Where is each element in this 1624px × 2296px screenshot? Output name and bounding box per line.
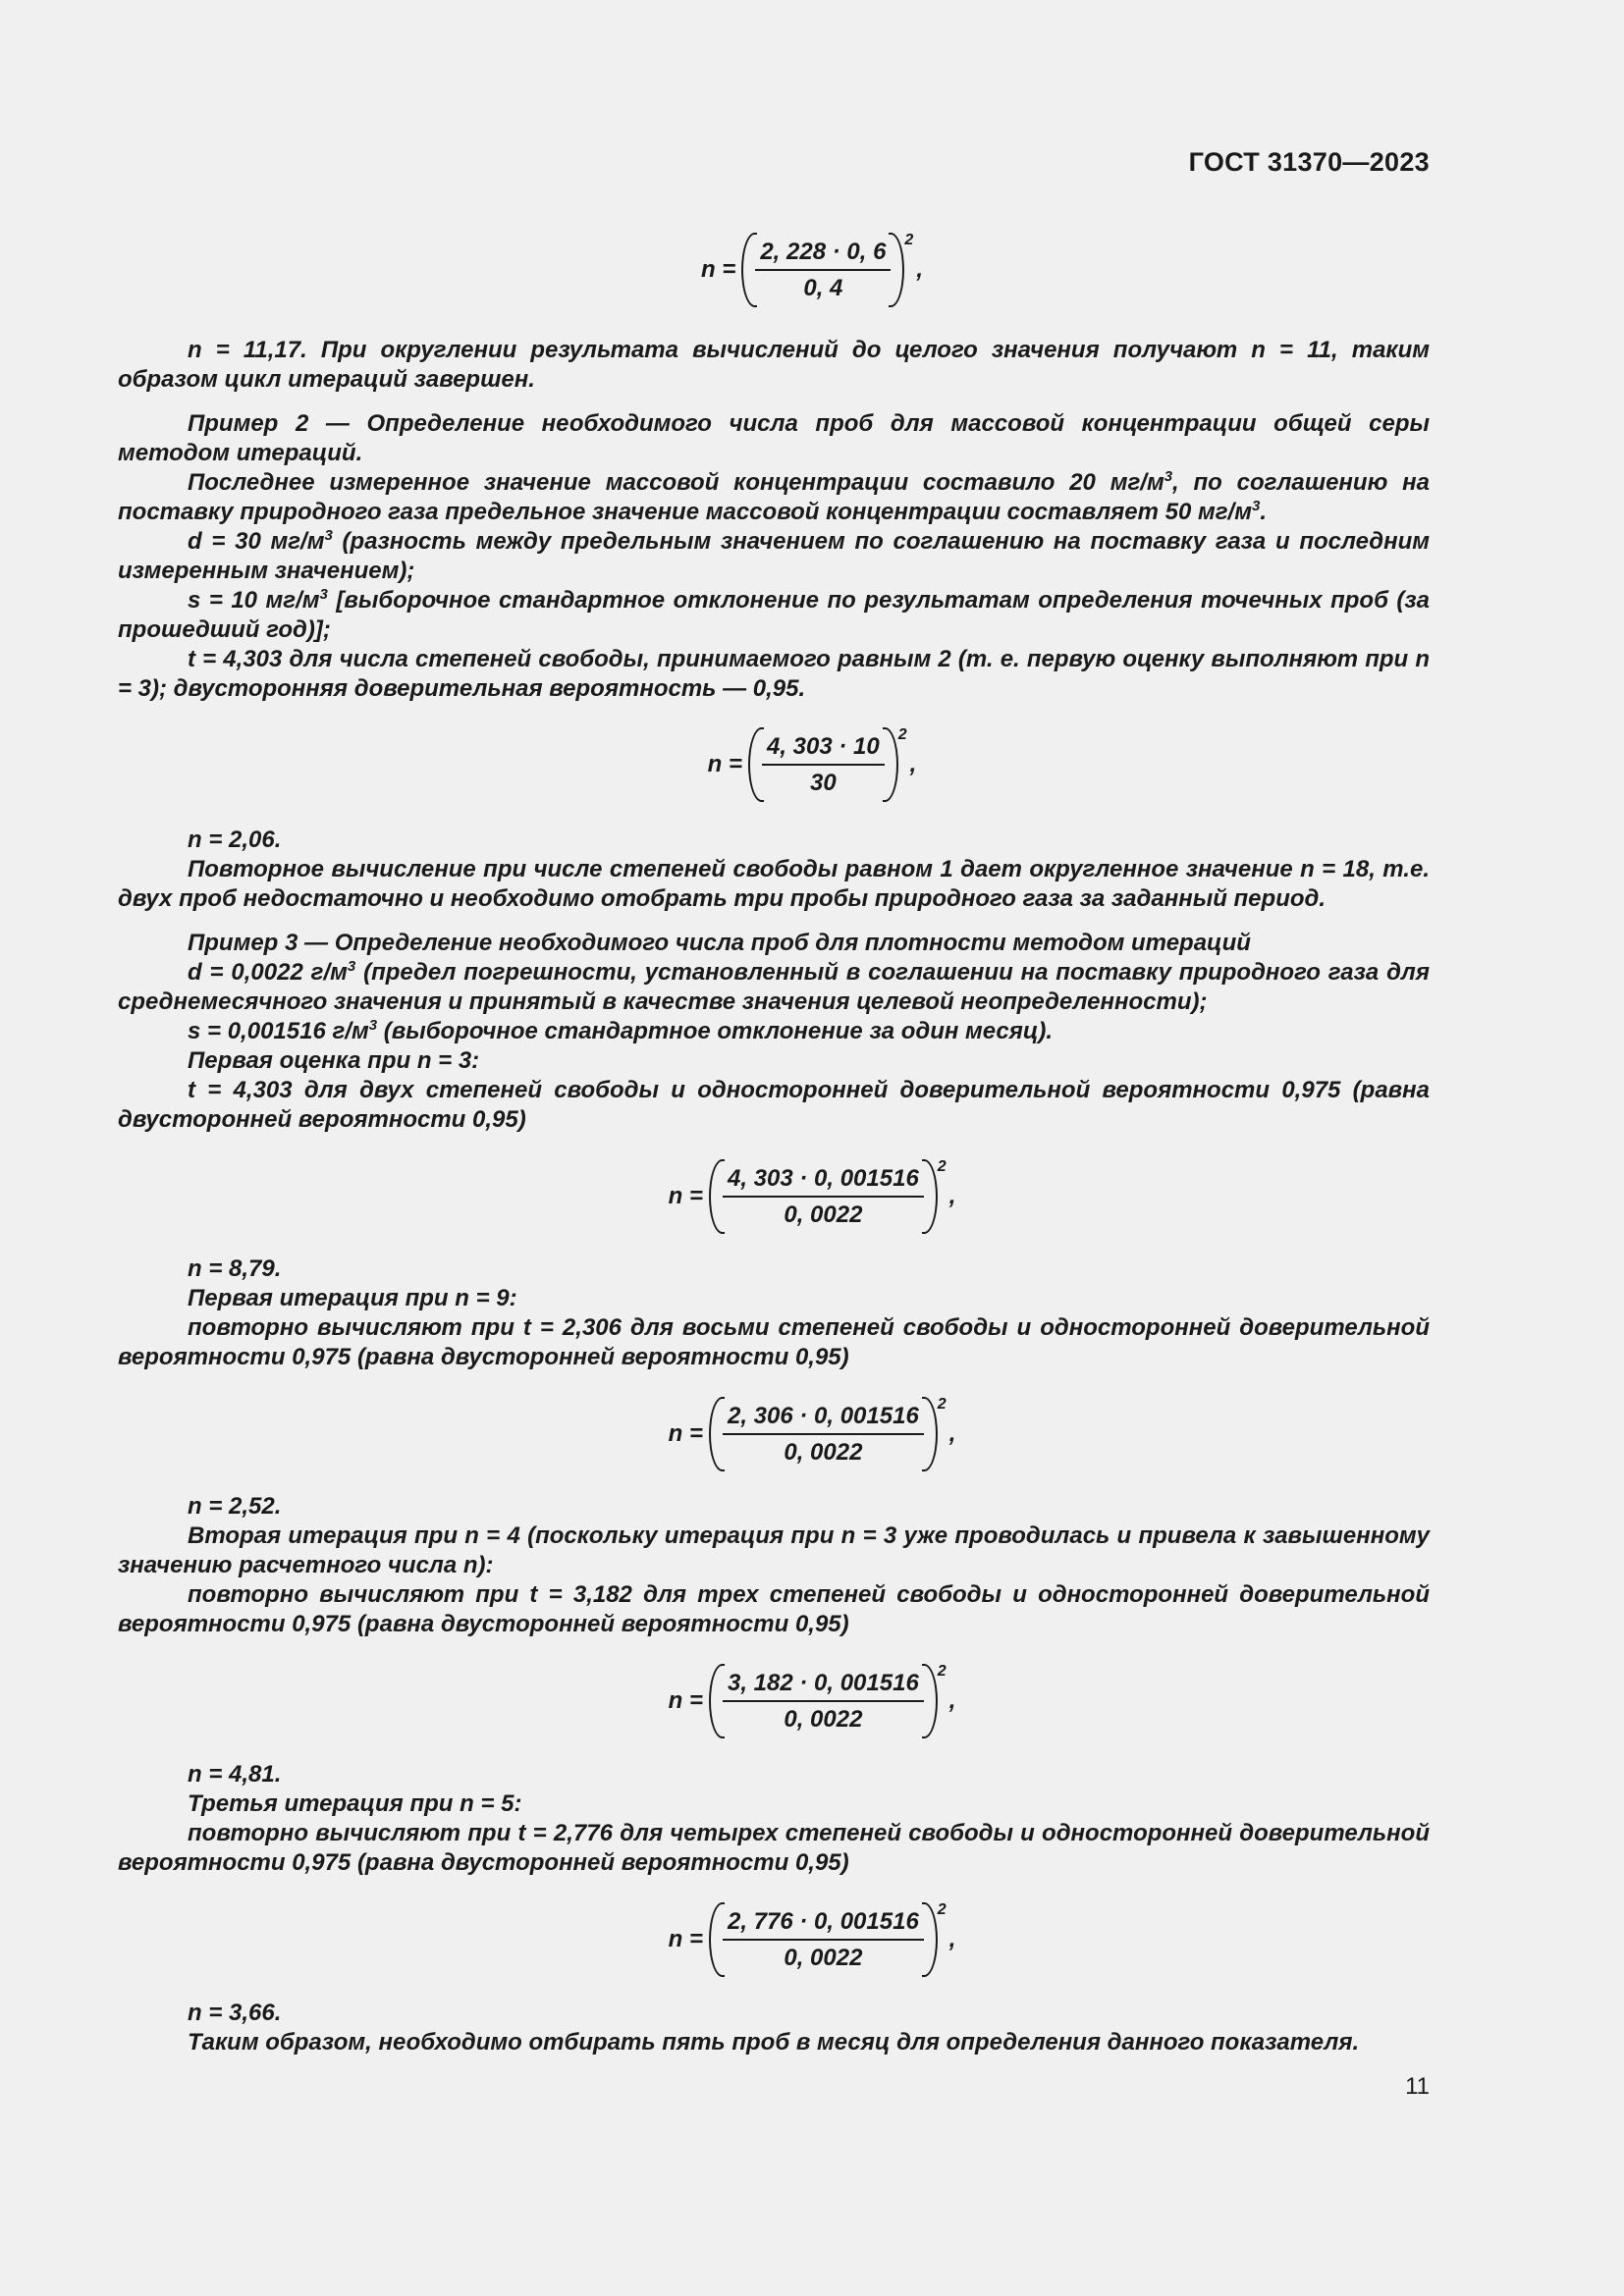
superscript: 3 <box>347 958 356 975</box>
paragraph <box>118 958 1430 1017</box>
fraction-denominator: 0, 0022 <box>784 1944 863 1971</box>
superscript: 3 <box>1251 498 1261 514</box>
formula-exponent: 2 <box>937 1396 947 1413</box>
formula-parentheses <box>709 1158 938 1235</box>
fraction <box>762 733 885 797</box>
formula-parentheses <box>748 726 898 803</box>
fraction-numerator: 2, 306 · 0, 001516 <box>723 1403 924 1435</box>
superscript: 3 <box>1164 468 1173 485</box>
formula-4 <box>0 1396 1624 1472</box>
fraction-numerator: 2, 776 · 0, 001516 <box>723 1908 924 1941</box>
paragraph: Таким образом, необходимо отбирать пять проб в месяц для определения данного показателя. <box>188 2029 1360 2056</box>
text-span: Последнее измеренное значение массовой концентрации составило 20 мг/м <box>188 469 1164 496</box>
fraction <box>723 1403 924 1467</box>
formula-separator: , <box>916 256 923 283</box>
formula-lhs: n = <box>700 256 736 283</box>
paragraph <box>118 527 1430 586</box>
text-span: s = 0,001516 г/м <box>188 1018 369 1044</box>
text-span: (выборочное стандартное отклонение за один месяц). <box>377 1018 1054 1044</box>
formula-3 <box>0 1158 1624 1235</box>
fraction <box>755 239 891 302</box>
formula-lhs: n = <box>668 1183 703 1209</box>
paragraph: n = 2,06. <box>188 827 282 853</box>
paragraph <box>118 468 1430 527</box>
superscript: 3 <box>368 1017 378 1034</box>
paragraph: Первая итерация при n = 9: <box>188 1285 517 1311</box>
paragraph: повторно вычисляют при t = 2,306 для восьми степеней свободы и односторонней доверительной вероятности 0,975 (равна двусторонней вероятности 0,95) <box>118 1314 1430 1370</box>
fraction-denominator: 0, 0022 <box>784 1705 863 1733</box>
formula-exponent: 2 <box>897 726 907 743</box>
formula-separator: , <box>948 1926 956 1952</box>
text-span: (разность между предельным значением по соглашению на поставку газа и последним измеренным значением); <box>118 528 1430 584</box>
paragraph: Повторное вычисление при числе степеней свободы равном 1 дает округленное значение n = 18, т.е. двух проб недостаточно и необходимо отобрать три пробы природного газа за заданный период. <box>118 856 1430 912</box>
fraction <box>723 1165 924 1229</box>
formula-parentheses <box>709 1396 938 1472</box>
fraction-denominator: 0, 0022 <box>784 1438 863 1466</box>
superscript: 3 <box>319 586 328 603</box>
formula-exponent: 2 <box>937 1663 947 1680</box>
formula-parentheses <box>741 232 904 308</box>
paragraph: повторно вычисляют при t = 2,776 для четырех степеней свободы и односторонней доверительной вероятности 0,975 (равна двусторонней вероятности 0,95) <box>118 1820 1430 1876</box>
fraction-numerator: 4, 303 · 0, 001516 <box>723 1165 924 1198</box>
document-header: ГОСТ 31370—2023 <box>1188 147 1430 177</box>
paragraph: Первая оценка при n = 3: <box>188 1047 480 1074</box>
formula-separator: , <box>909 751 917 777</box>
paragraph <box>118 586 1430 645</box>
example-2-heading: Пример 2 — Определение необходимого числа проб для массовой концентрации общей серы методом итераций. <box>118 410 1430 466</box>
formula-exponent: 2 <box>937 1901 947 1918</box>
formula-exponent: 2 <box>904 232 914 248</box>
paragraph: t = 4,303 для числа степеней свободы, принимаемого равным 2 (т. е. первую оценку выполняют при n = 3); двусторонняя доверительная вероятность — 0,95. <box>118 646 1430 702</box>
fraction-numerator: 3, 182 · 0, 001516 <box>723 1670 924 1702</box>
formula-parentheses <box>709 1663 938 1739</box>
formula-parentheses <box>709 1901 938 1978</box>
paragraph: n = 8,79. <box>188 1255 282 1282</box>
example-3-heading: Пример 3 — Определение необходимого числа проб для плотности методом итераций <box>188 930 1251 956</box>
paragraph: Вторая итерация при n = 4 (поскольку итерация при n = 3 уже проводилась и привела к завышенному значению расчетного числа n): <box>118 1522 1430 1578</box>
paragraph: n = 11,17. При округлении результата вычислений до целого значения получают n = 11, таким образом цикл итераций завершен. <box>118 337 1430 393</box>
formula-exponent: 2 <box>937 1158 947 1175</box>
fraction <box>723 1908 924 1972</box>
fraction-denominator: 0, 0022 <box>784 1201 863 1228</box>
text-span: , по соглашению на поставку природного газа предельное значение массовой концентрации составляет 50 мг/м <box>118 469 1431 525</box>
formula-lhs: n = <box>707 751 742 777</box>
page-number: 11 <box>1405 2073 1430 2100</box>
fraction-numerator: 2, 228 · 0, 6 <box>755 239 891 271</box>
superscript: 3 <box>324 527 333 544</box>
text-span: s = 10 мг/м <box>188 587 320 614</box>
paragraph: n = 3,66. <box>188 2000 282 2026</box>
paragraph: n = 2,52. <box>188 1493 282 1520</box>
paragraph: Третья итерация при n = 5: <box>188 1790 522 1817</box>
text-span: [выборочное стандартное отклонение по результатам определения точечных проб (за прошедший год)]; <box>118 587 1430 643</box>
formula-1 <box>0 232 1624 308</box>
formula-lhs: n = <box>668 1420 703 1447</box>
text-span: d = 30 мг/м <box>188 528 325 555</box>
formula-6 <box>0 1901 1624 1978</box>
text-span: d = 0,0022 г/м <box>188 959 348 986</box>
paragraph: n = 4,81. <box>188 1761 282 1788</box>
text-span: . <box>1260 499 1267 525</box>
formula-lhs: n = <box>668 1926 703 1952</box>
paragraph: t = 4,303 для двух степеней свободы и односторонней доверительной вероятности 0,975 (равна двусторонней вероятности 0,95) <box>118 1077 1430 1133</box>
formula-separator: , <box>948 1420 956 1447</box>
text-span: (предел погрешности, установленный в соглашении на поставку природного газа для среднемесячного значения и принятый в качестве значения целевой неопределенности); <box>118 959 1430 1015</box>
paragraph <box>118 1017 1430 1046</box>
paragraph: повторно вычисляют при t = 3,182 для трех степеней свободы и односторонней доверительной вероятности 0,975 (равна двусторонней вероятности 0,95) <box>118 1581 1430 1637</box>
fraction-numerator: 4, 303 · 10 <box>762 733 885 766</box>
formula-lhs: n = <box>668 1687 703 1714</box>
fraction-denominator: 30 <box>810 769 837 796</box>
formula-5 <box>0 1663 1624 1739</box>
formula-separator: , <box>948 1687 956 1714</box>
fraction <box>723 1670 924 1734</box>
fraction-denominator: 0, 4 <box>803 274 843 301</box>
formula-2 <box>0 726 1624 803</box>
formula-separator: , <box>948 1183 956 1209</box>
